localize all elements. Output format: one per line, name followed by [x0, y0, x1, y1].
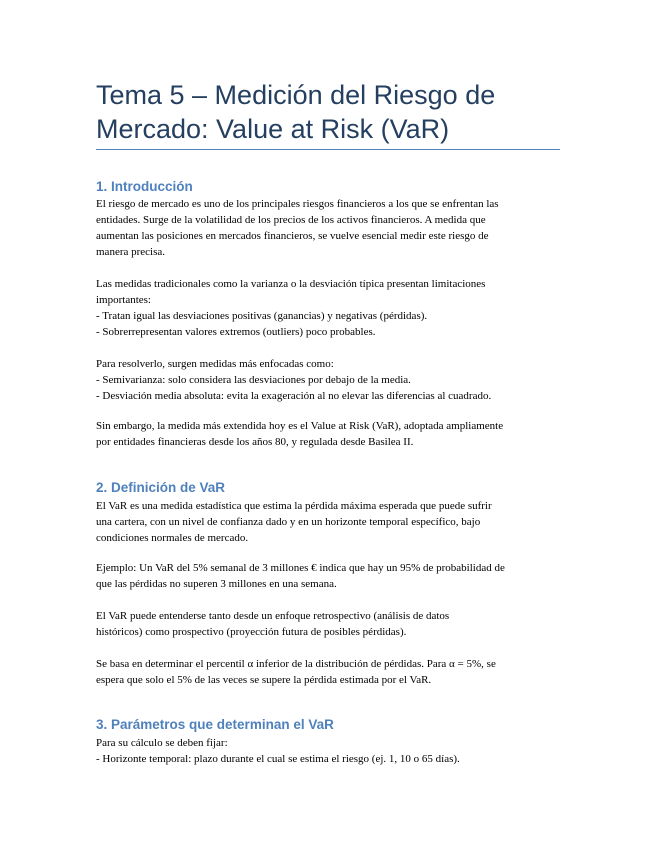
section-heading-introduccion: 1. Introducción [96, 179, 193, 194]
text-line: - Semivarianza: solo considera las desviaciones por debajo de la media. [96, 374, 411, 386]
text-line: Ejemplo: Un VaR del 5% semanal de 3 millones € indica que hay un 95% de probabilidad de [96, 562, 505, 574]
text-line: Las medidas tradicionales como la varianza o la desviación típica presentan limitaciones [96, 278, 486, 290]
text-line: entidades. Surge de la volatilidad de los precios de los activos financieros. A medida que [96, 214, 486, 226]
paragraph [96, 276, 562, 340]
text-line: importantes: [96, 294, 151, 306]
paragraph [96, 560, 562, 592]
text-line: - Tratan igual las desviaciones positivas (ganancias) y negativas (pérdidas). [96, 310, 428, 322]
text-line: - Desviación media absoluta: evita la exageración al no elevar las diferencias al cuadrado. [96, 390, 492, 402]
text-line: espera que solo el 5% de las veces se supere la pérdida estimada por el VaR. [96, 674, 432, 686]
text-line: El VaR es una medida estadística que estima la pérdida máxima esperada que puede sufrir [96, 500, 492, 512]
text-line: una cartera, con un nivel de confianza dado y en un horizonte temporal específico, bajo [96, 516, 481, 528]
text-line: Para su cálculo se deben fijar: [96, 737, 228, 749]
text-line: Se basa en determinar el percentil α inferior de la distribución de pérdidas. Para α = 5%, se [96, 658, 496, 670]
text-line: aumentan las posiciones en mercados financieros, se vuelve esencial medir este riesgo de [96, 230, 489, 242]
text-line: históricos) como prospectivo (proyección futura de posibles pérdidas). [96, 626, 407, 638]
section-heading-parametros: 3. Parámetros que determinan el VaR [96, 717, 334, 732]
text-line: Sin embargo, la medida más extendida hoy es el Value at Risk (VaR), adoptada ampliamente [96, 420, 504, 432]
text-line: que las pérdidas no superen 3 millones en una semana. [96, 578, 337, 590]
paragraph [96, 356, 562, 404]
text-line: Para resolverlo, surgen medidas más enfocadas como: [96, 358, 334, 370]
document-title [96, 78, 566, 146]
paragraph [96, 418, 562, 450]
title-line-2: Mercado: Value at Risk (VaR) [96, 114, 450, 144]
text-line: El VaR puede entenderse tanto desde un enfoque retrospectivo (análisis de datos [96, 610, 450, 622]
paragraph [96, 498, 562, 546]
text-line: condiciones normales de mercado. [96, 532, 249, 544]
paragraph [96, 608, 562, 640]
paragraph [96, 196, 562, 260]
section-heading-definicion: 2. Definición de VaR [96, 480, 226, 495]
title-line-1: Tema 5 – Medición del Riesgo de [96, 80, 496, 110]
text-line: manera precisa. [96, 246, 166, 258]
title-underline [96, 149, 560, 150]
text-line: - Sobrerrepresentan valores extremos (outliers) poco probables. [96, 326, 376, 338]
paragraph [96, 656, 562, 688]
text-line: por entidades financieras desde los años 80, y regulada desde Basilea II. [96, 436, 414, 448]
text-line: El riesgo de mercado es uno de los principales riesgos financieros a los que se enfrentan las [96, 198, 499, 210]
paragraph [96, 735, 562, 767]
text-line: - Horizonte temporal: plazo durante el cual se estima el riesgo (ej. 1, 10 o 65 días). [96, 753, 460, 765]
